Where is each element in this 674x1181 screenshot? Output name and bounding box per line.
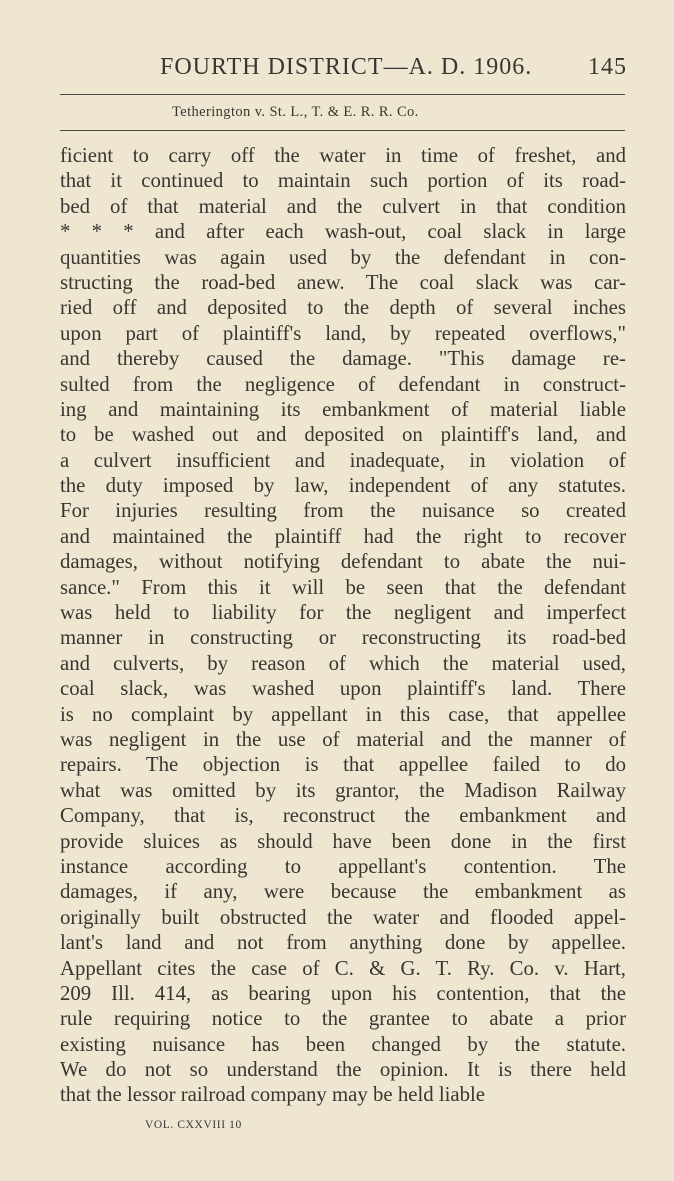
text-line: ing and maintaining its embankment of material liable	[60, 397, 626, 421]
case-caption: Tetherington v. St. L., T. & E. R. R. Co.	[172, 104, 419, 120]
text-line: and culverts, by reason of which the material used,	[60, 651, 626, 675]
text-line: Appellant cites the case of C. & G. T. Ry. Co. v. Hart,	[60, 956, 626, 980]
text-line: bed of that material and the culvert in that condition	[60, 194, 626, 218]
body-text	[60, 143, 626, 1108]
text-line: Company, that is, reconstruct the embankment and	[60, 804, 626, 828]
running-header	[160, 54, 630, 82]
text-line: the duty imposed by law, independent of any statutes.	[60, 474, 626, 498]
text-line: ried off and deposited to the depth of several inches	[60, 296, 626, 320]
text-line: instance according to appellant's contention. The	[60, 854, 626, 878]
text-line: lant's land and not from anything done by appellee.	[60, 931, 626, 955]
text-line: damages, if any, were because the embankment as	[60, 880, 626, 904]
header-rule-top	[60, 94, 625, 95]
text-line: existing nuisance has been changed by the statute.	[60, 1032, 626, 1056]
text-line: damages, without notifying defendant to abate the nui-	[60, 550, 626, 574]
text-line: originally built obstructed the water and flooded appel-	[60, 905, 626, 929]
text-line: coal slack, was washed upon plaintiff's land. There	[60, 677, 626, 701]
text-line: We do not so understand the opinion. It is there held	[60, 1058, 626, 1082]
text-line: rule requiring notice to the grantee to abate a prior	[60, 1007, 626, 1031]
text-line: 209 Ill. 414, as bearing upon his contention, that the	[60, 981, 626, 1005]
text-line: is no complaint by appellant in this case, that appellee	[60, 702, 626, 726]
text-line: and maintained the plaintiff had the right to recover	[60, 524, 626, 548]
text-line: ficient to carry off the water in time of freshet, and	[60, 144, 626, 167]
text-line: sulted from the negligence of defendant in construct-	[60, 372, 626, 396]
text-line: manner in constructing or reconstructing its road-bed	[60, 626, 626, 650]
text-line: provide sluices as should have been done in the first	[60, 829, 626, 853]
text-line: that it continued to maintain such portion of its road-	[60, 169, 626, 193]
text-line: and thereby caused the damage. "This damage re-	[60, 347, 626, 371]
text-line: sance." From this it will be seen that the defendant	[60, 575, 626, 599]
text-line: was negligent in the use of material and the manner of	[60, 727, 626, 751]
header-rule-bottom	[60, 130, 625, 131]
signature-mark: VOL. CXXVIII 10	[145, 1119, 242, 1131]
text-line: was held to liability for the negligent and imperfect	[60, 601, 626, 625]
running-title: FOURTH DISTRICT—A. D. 1906.	[160, 54, 533, 80]
text-line: For injuries resulting from the nuisance so created	[60, 499, 626, 523]
text-line: that the lessor railroad company may be held liable	[60, 1083, 486, 1107]
page-number: 145	[588, 54, 627, 80]
text-line: upon part of plaintiff's land, by repeated overflows,"	[60, 321, 626, 345]
text-line: a culvert insufficient and inadequate, in violation of	[60, 448, 626, 472]
text-line: quantities was again used by the defendant in con-	[60, 245, 626, 269]
text-line: structing the road-bed anew. The coal slack was car-	[60, 270, 626, 294]
text-line: repairs. The objection is that appellee failed to do	[60, 753, 626, 777]
text-line: to be washed out and deposited on plaintiff's land, and	[60, 423, 626, 447]
text-line: what was omitted by its grantor, the Madison Railway	[60, 778, 626, 802]
text-line: * * * and after each wash-out, coal slack in large	[60, 220, 626, 244]
